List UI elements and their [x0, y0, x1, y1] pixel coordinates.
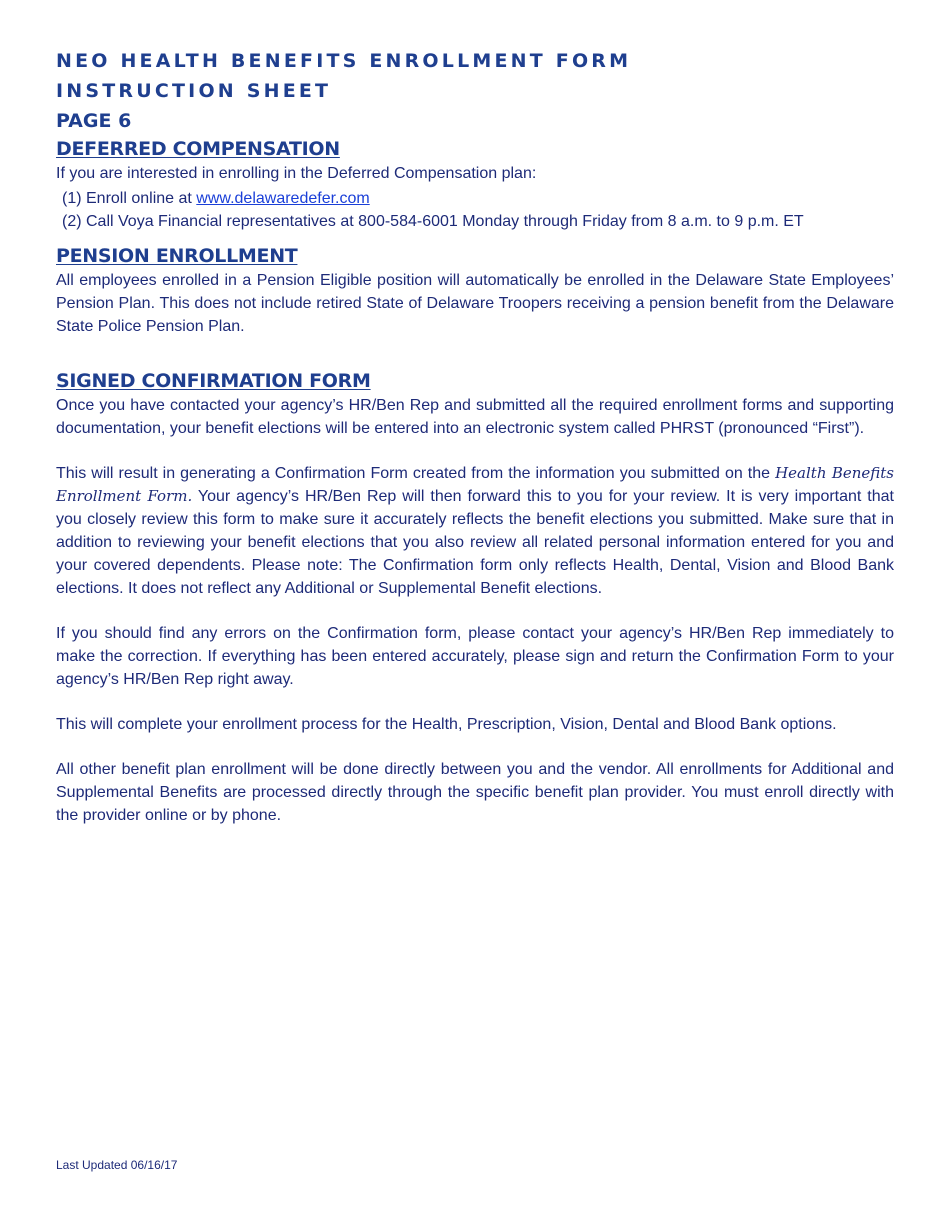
- item-1-prefix: (1) Enroll online at: [62, 190, 197, 207]
- delawaredefer-link[interactable]: www.delawaredefer.com: [196, 190, 370, 207]
- page-number: PAGE 6: [56, 110, 132, 132]
- health-benefits-form-reference: Health Benefits Enrollment Form.: [56, 464, 895, 505]
- pension-enrollment-body: All employees enrolled in a Pension Eligible position will automatically be enrolled in the Delaware State Employees’ Pension Plan. This does not include retired State of Delaware Troopers receiving a pension benefit from the Delaware State Police Pension Plan.: [56, 272, 894, 335]
- deferred-compensation-item-2: (2) Call Voya Financial representatives at 800-584-6001 Monday through Friday from 8 a.m. to 9 p.m. ET: [62, 213, 804, 230]
- document-title-line2: INSTRUCTION SHEET: [56, 80, 332, 102]
- document-title-line1: NEO HEALTH BENEFITS ENROLLMENT FORM: [56, 50, 632, 72]
- signed-confirmation-para-3: If you should find any errors on the Confirmation form, please contact your agency’s HR/Ben Rep immediately to make the correction. If everything has been entered accurately, please sign and return the Confirmation Form to your agency’s HR/Ben Rep right away.: [56, 625, 894, 688]
- signed-confirmation-para-1: Once you have contacted your agency’s HR/Ben Rep and submitted all the required enrollment forms and supporting documentation, your benefit elections will be entered into an electronic system called PHRST (pronounced “First”).: [56, 397, 894, 437]
- last-updated-footer: Last Updated 06/16/17: [56, 1158, 178, 1172]
- deferred-compensation-heading: DEFERRED COMPENSATION: [56, 138, 340, 160]
- para-2-before: This will result in generating a Confirmation Form created from the information you submitted on the: [56, 465, 776, 482]
- pension-enrollment-heading: PENSION ENROLLMENT: [56, 245, 298, 267]
- section-pension-enrollment: [56, 243, 894, 338]
- section-signed-confirmation: [56, 368, 894, 827]
- signed-confirmation-para-2: [56, 462, 894, 600]
- deferred-compensation-item-1: [56, 187, 894, 210]
- document-page: [56, 46, 894, 827]
- signed-confirmation-heading: SIGNED CONFIRMATION FORM: [56, 370, 371, 392]
- deferred-compensation-intro: If you are interested in enrolling in the Deferred Compensation plan:: [56, 165, 537, 182]
- signed-confirmation-para-5: All other benefit plan enrollment will be done directly between you and the vendor. All enrollments for Additional and Supplemental Benefits are processed directly through the specific benefit plan provider. You must enroll directly with the provider online or by phone.: [56, 761, 894, 824]
- section-deferred-compensation: [56, 136, 894, 233]
- signed-confirmation-para-4: This will complete your enrollment process for the Health, Prescription, Vision, Dental and Blood Bank options.: [56, 716, 837, 733]
- para-2-after: Your agency’s HR/Ben Rep will then forward this to you for your review. It is very important that you closely review this form to make sure it accurately reflects the benefit elections you submitted. Make sure that in addition to reviewing your benefit elections that you also review all related personal information entered for you and your covered dependents. Please note: The Confirmation form only reflects Health, Dental, Vision and Blood Bank elections. It does not reflect any Additional or Supplemental Benefit elections.: [56, 488, 894, 597]
